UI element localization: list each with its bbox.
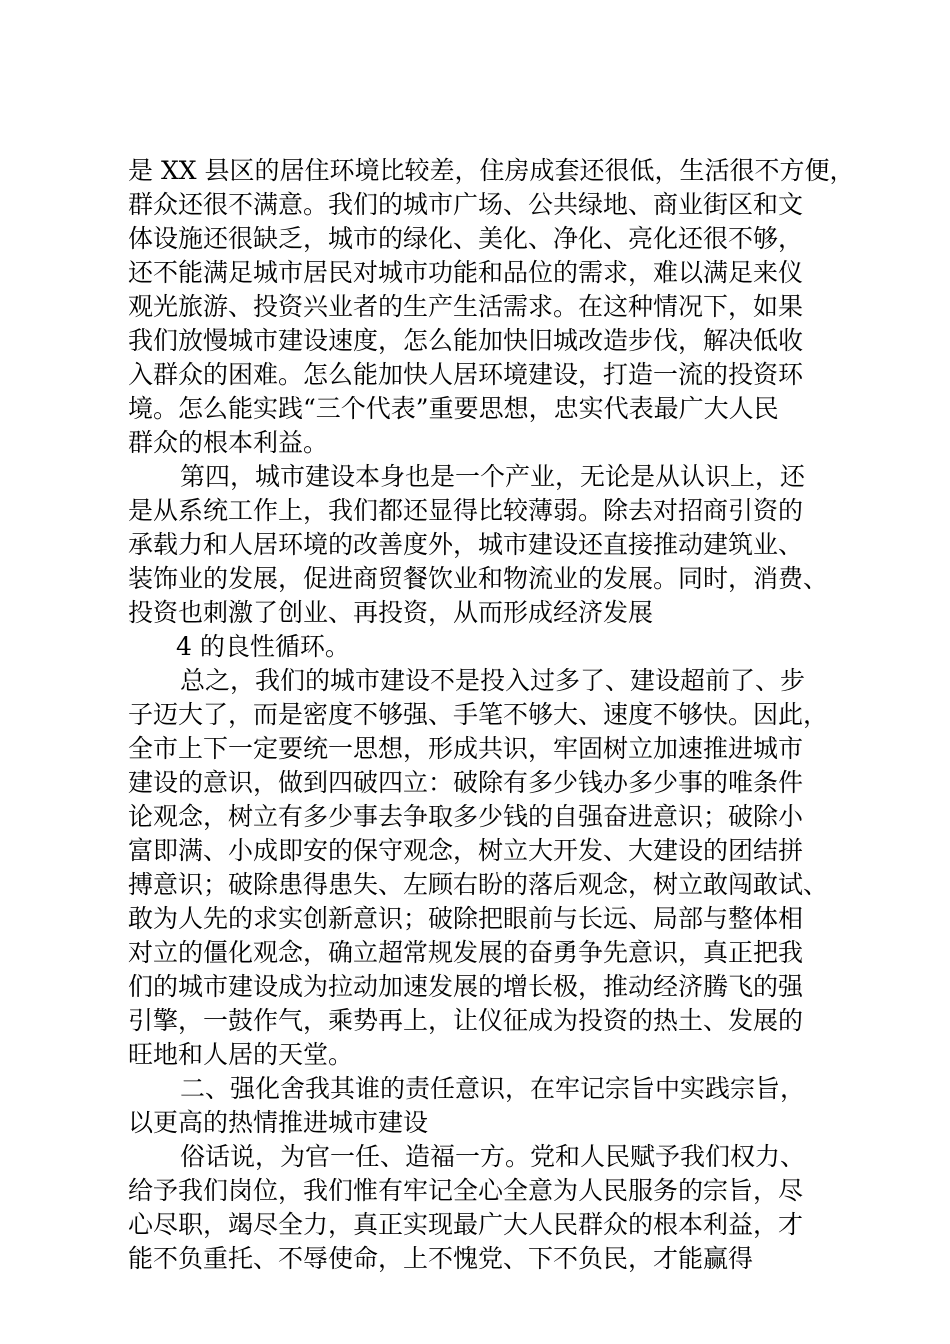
document-body: [128, 154, 855, 1276]
section-heading-line: 以更高的热情推进城市建设: [128, 1108, 429, 1137]
text-line: 子迈大了，而是密度不够强、手笔不够大、速度不够快。因此，: [128, 700, 829, 729]
text-line: 我们放慢城市建设速度，怎么能加快旧城改造步伐，解决低收: [128, 326, 804, 355]
text-line: 旺地和人居的天堂。: [128, 1040, 354, 1069]
text-line: 对立的僵化观念，确立超常规发展的奋勇争先意识，真正把我: [128, 938, 804, 967]
text-line: 群众还很不满意。我们的城市广场、公共绿地、商业街区和文: [128, 190, 804, 219]
text-line: 能不负重托、不辱使命，上不愧党、下不负民，才能赢得: [128, 1244, 754, 1273]
text-line: 是从系统工作上，我们都还显得比较薄弱。除去对招商引资的: [128, 496, 804, 525]
text-line: 富即满、小成即安的保守观念，树立大开发、大建设的团结拼: [128, 836, 804, 865]
text-line: 境。怎么能实践“三个代表”重要思想，忠实代表最广大人民: [128, 394, 779, 423]
text-line: 群众的根本利益。: [128, 428, 329, 457]
text-line: 引擎，一鼓作气，乘势再上，让仪征成为投资的热土、发展的: [128, 1006, 804, 1035]
text-line: 观光旅游、投资兴业者的生产生活需求。在这种情况下，如果: [128, 292, 804, 321]
text-line: 承载力和人居环境的改善度外，城市建设还直接推动建筑业、: [128, 530, 804, 559]
text-line: 给予我们岗位，我们惟有牢记全心全意为人民服务的宗旨，尽: [128, 1176, 804, 1205]
text-line: 们的城市建设成为拉动加速发展的增长极，推动经济腾飞的强: [128, 972, 804, 1001]
text-line: 敢为人先的求实创新意识；破除把眼前与长远、局部与整体相: [128, 904, 804, 933]
paragraph-start-line: 第四，城市建设本身也是一个产业，无论是从认识上，还: [180, 462, 806, 491]
text-line: 是 XX 县区的居住环境比较差，住房成套还很低，生活很不方便，: [128, 156, 855, 185]
text-line: 投资也刺激了创业、再投资，从而形成经济发展: [128, 598, 654, 627]
text-line: 还不能满足城市居民对城市功能和品位的需求，难以满足来仪: [128, 258, 804, 287]
page-break-line: 4 的良性循环。: [176, 632, 350, 661]
paragraph-start-line: 总之，我们的城市建设不是投入过多了、建设超前了、步: [180, 666, 806, 695]
text-line: 建设的意识，做到四破四立：破除有多少钱办多少事的唯条件: [128, 768, 804, 797]
text-line: 论观念，树立有多少事去争取多少钱的自强奋进意识；破除小: [128, 802, 804, 831]
text-line: 搏意识；破除患得患失、左顾右盼的落后观念，树立敢闯敢试、: [128, 870, 829, 899]
text-line: 入群众的困难。怎么能加快人居环境建设，打造一流的投资环: [128, 360, 804, 389]
section-heading-line: 二、强化舍我其谁的责任意识，在牢记宗旨中实践宗旨，: [180, 1074, 806, 1103]
text-line: 全市上下一定要统一思想，形成共识，牢固树立加速推进城市: [128, 734, 804, 763]
text-line: 体设施还很缺乏，城市的绿化、美化、净化、亮化还很不够，: [128, 224, 804, 253]
paragraph-start-line: 俗话说，为官一任、造福一方。党和人民赋予我们权力、: [180, 1142, 806, 1171]
text-line: 装饰业的发展，促进商贸餐饮业和物流业的发展。同时，消费、: [128, 564, 829, 593]
text-line: 心尽职，竭尽全力，真正实现最广大人民群众的根本利益，才: [128, 1210, 804, 1239]
